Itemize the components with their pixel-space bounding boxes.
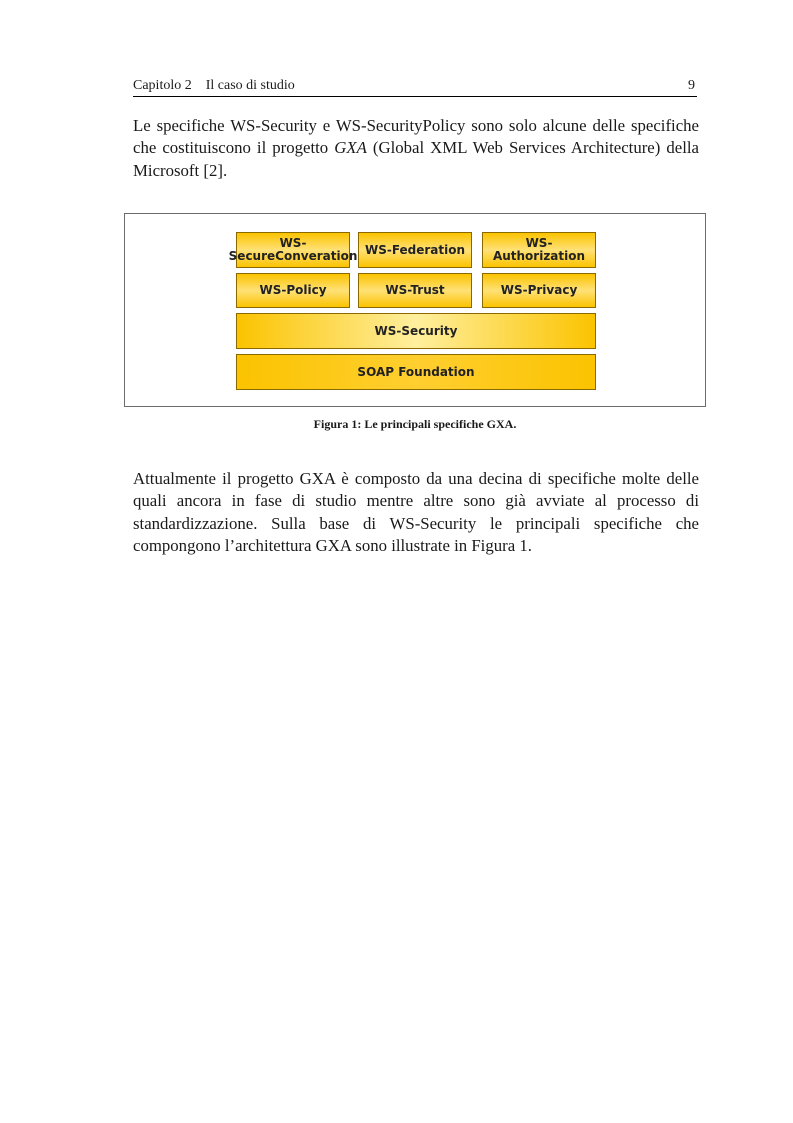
intro-text-end: (Global XML Web Services Architecture) della Microsoft [2]. — [133, 138, 699, 180]
ws-federation-block: WS-Federation — [358, 232, 472, 268]
page-number: 9 — [688, 78, 695, 93]
intro-text-start: Le specifiche WS-Security e WS-SecurityPolicy sono solo alcune delle specifiche che costituiscono il progetto — [133, 116, 699, 158]
running-head — [133, 78, 295, 94]
chapter-title: Il caso di studio — [205, 78, 295, 93]
ws-secureconversation-line2: SecureConveration — [228, 249, 358, 263]
ws-security-block: WS-Security — [236, 313, 596, 349]
ws-privacy-block: WS-Privacy — [482, 273, 596, 308]
gxa-figure — [124, 213, 706, 407]
ws-secureconversation-line1: WS- — [279, 236, 307, 250]
chapter-label: Capitolo 2 — [133, 78, 192, 93]
figure-caption: Figura 1: Le principali specifiche GXA. — [313, 417, 517, 431]
intro-paragraph — [133, 115, 699, 182]
ws-policy-block: WS-Policy — [236, 273, 350, 308]
ws-secureconversation-block — [228, 232, 358, 268]
soap-foundation-block: SOAP Foundation — [236, 354, 596, 390]
gxa-emphasis: GXA — [334, 138, 367, 158]
ws-authorization-block: WS-Authorization — [482, 232, 596, 268]
body-paragraph: Attualmente il progetto GXA è composto da una decina di specifiche molte delle quali ancora in fase di studio mentre altre sono già avviate al processo di standardizzazione. Sulla base di WS-Security le principali specifiche che compongono l’architettura GXA sono illustrate in Figura 1. — [133, 469, 699, 555]
page-header — [133, 78, 697, 97]
ws-trust-block: WS-Trust — [358, 273, 472, 308]
